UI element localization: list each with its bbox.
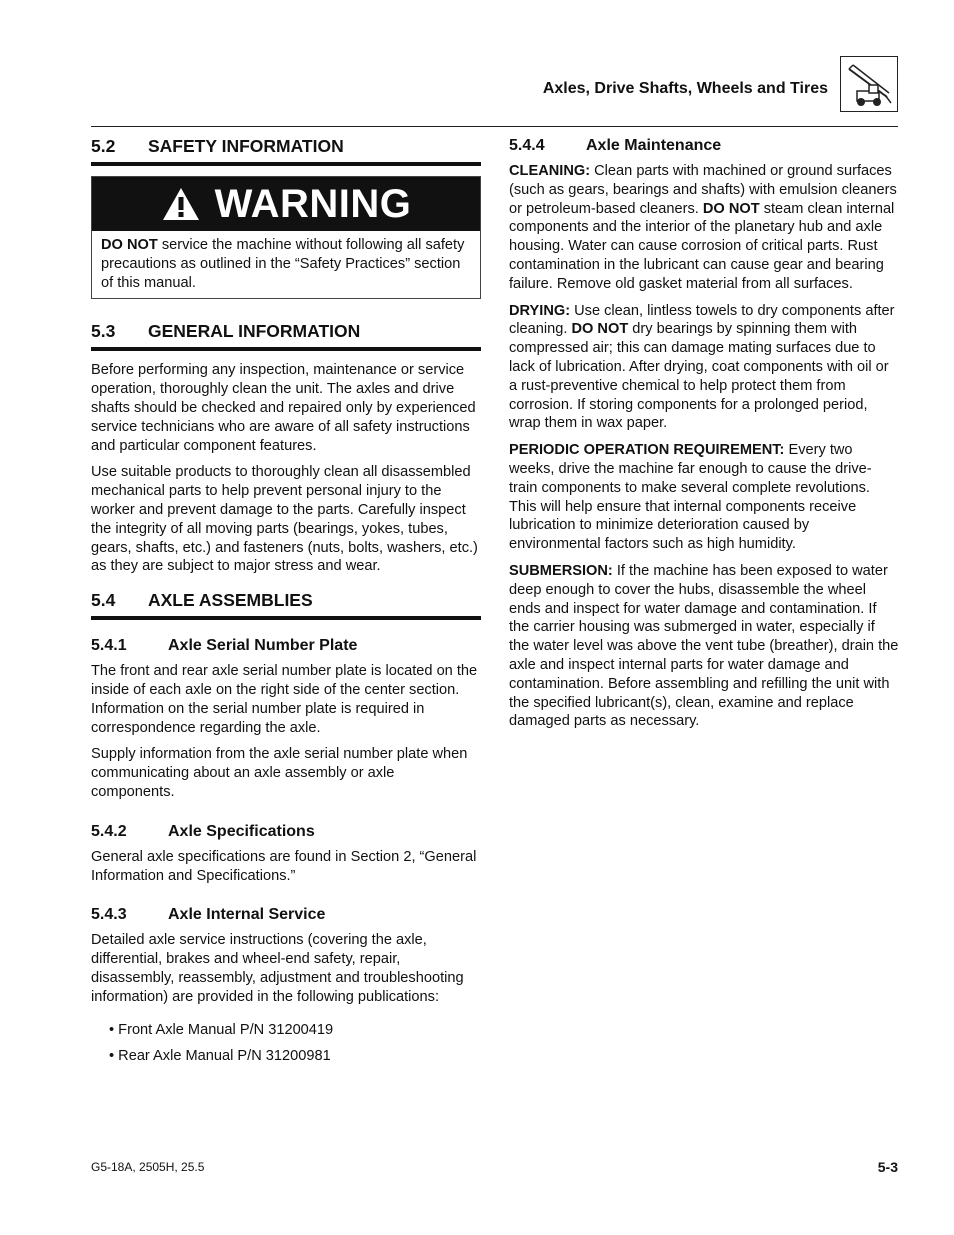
- warning-emphasis: DO NOT: [101, 237, 158, 253]
- section-title: GENERAL INFORMATION: [148, 321, 361, 342]
- run-in-label: SUBMERSION:: [509, 562, 613, 579]
- page-header-title: Axles, Drive Shafts, Wheels and Tires: [542, 80, 828, 97]
- run-in-label: DRYING:: [509, 302, 571, 319]
- warning-box: [91, 176, 481, 299]
- text-run: Use clean, lintless towels to dry components after cleaning.: [509, 302, 895, 338]
- text-run: dry bearings by spinning them with compressed air; this can damage mating surfaces due to lack of lubrication. After drying, coat components with oil or a rust-preventive chemical to help protect them from corrosion. If storing components for a prolonged period, wrap them in wax paper.: [509, 321, 889, 432]
- subsection-title: Axle Maintenance: [586, 137, 722, 154]
- section-title: SAFETY INFORMATION: [148, 136, 344, 156]
- subsection-number: 5.4.1: [91, 637, 127, 655]
- warning-banner: [92, 177, 480, 231]
- list-item: • Rear Axle Manual P/N 31200981: [109, 1048, 331, 1065]
- subsection-title: Axle Internal Service: [168, 906, 326, 924]
- emphasis: DO NOT: [571, 321, 629, 338]
- paragraph-cleaning: [509, 162, 899, 294]
- footer-model-info: G5-18A, 2505H, 25.5: [91, 1160, 205, 1174]
- paragraph: General axle specifications are found in Section 2, “General Information and Specifications.”: [91, 848, 477, 884]
- paragraph: Before performing any inspection, maintenance or service operation, thoroughly clean the unit. The axles and drive shafts should be checked and repaired only by experienced service technicians who are aware of all safety instructions and particular component features.: [91, 362, 476, 454]
- subsection-heading-5-4-2: [91, 822, 481, 842]
- paragraph-drying: [509, 302, 899, 434]
- emphasis: DO NOT: [702, 200, 760, 217]
- subsection-title: Axle Specifications: [168, 822, 315, 840]
- text-run: Every two weeks, drive the machine far enough to cause the drive-train components to make several complete revolutions. This will help ensure that internal components receive lubrication to minimize deterioration caused by environmental factors such as high humidity.: [509, 442, 872, 553]
- subsection-heading-5-4-1: [91, 636, 481, 656]
- paragraph: Use suitable products to thoroughly clean all disassembled mechanical parts to help prevent personal injury to the worker and prevent damage to the parts. Carefully inspect the integrity of all moving parts (bearings, yokes, tubes, gears, shafts, etc.) and fasteners (nuts, bolts, washers, etc.) as they are subject to major stress and wear.: [91, 464, 478, 575]
- section-number: 5.2: [91, 136, 116, 156]
- paragraph-submersion: [509, 562, 899, 731]
- subsection-title: Axle Serial Number Plate: [168, 637, 358, 655]
- section-heading-5-3: [91, 321, 481, 351]
- right-column: [509, 136, 899, 739]
- warning-text: [92, 231, 480, 298]
- run-in-label: PERIODIC OPERATION REQUIREMENT:: [509, 442, 785, 459]
- paragraph: Detailed axle service instructions (covering the axle, differential, brakes and wheel-end safety, repair, disassembly, reassembly, adjustment and troubleshooting information) are provided in the following publications:: [91, 932, 464, 1005]
- list-item: • Front Axle Manual P/N 31200419: [109, 1021, 334, 1038]
- warning-triangle-icon: [161, 186, 201, 222]
- left-column: [91, 136, 481, 1074]
- warning-title: WARNING: [214, 181, 412, 226]
- subsection-number: 5.4.3: [91, 906, 127, 924]
- text-run: If the machine has been exposed to water deep enough to cover the hubs, disassemble the wheel ends and inspect for water damage and contamination. If the carrier housing was submerged in water, especially if the water level was above the vent tube (breather), drain the axle and inspect internal parts for water damage and contamination. Before assembling and refilling the unit with the specified lubricant(s), clean, examine and replace damaged parts as necessary.: [509, 562, 899, 730]
- subsection-number: 5.4.4: [509, 137, 545, 154]
- section-number: 5.3: [91, 321, 116, 342]
- subsection-heading-5-4-3: [91, 905, 481, 925]
- paragraph-periodic: [509, 441, 899, 554]
- warning-body: service the machine without following all safety precautions as outlined in the “Safety Practices” section of this manual.: [101, 237, 465, 291]
- page-number: 5-3: [877, 1159, 898, 1175]
- section-heading-5-2: [91, 136, 481, 166]
- text-run: steam clean internal components and the interior of the planetary hub and axle housing. Water can cause corrosion of critical parts. Rust contamination in the lubricant can cause gear and bearing failure. Remove old gasket material from all surfaces.: [509, 200, 895, 292]
- paragraph: Supply information from the axle serial number plate when communicating about an axle assembly or axle components.: [91, 746, 468, 800]
- section-number: 5.4: [91, 590, 116, 611]
- paragraph: The front and rear axle serial number plate is located on the inside of each axle on the right side of the center section. Information on the serial number plate is required in correspondence regarding the axle.: [91, 663, 478, 736]
- telehandler-icon: [840, 56, 898, 112]
- section-title: AXLE ASSEMBLIES: [148, 590, 313, 611]
- subsection-number: 5.4.2: [91, 822, 127, 840]
- text-run: Clean parts with machined or ground surfaces (such as gears, bearings and shafts) with emulsion cleaners or petroleum-based cleaners.: [509, 163, 897, 217]
- run-in-label: CLEANING:: [509, 163, 591, 179]
- header-divider: [91, 126, 898, 127]
- section-heading-5-4: [91, 590, 481, 620]
- subsection-heading-5-4-4: [509, 136, 899, 156]
